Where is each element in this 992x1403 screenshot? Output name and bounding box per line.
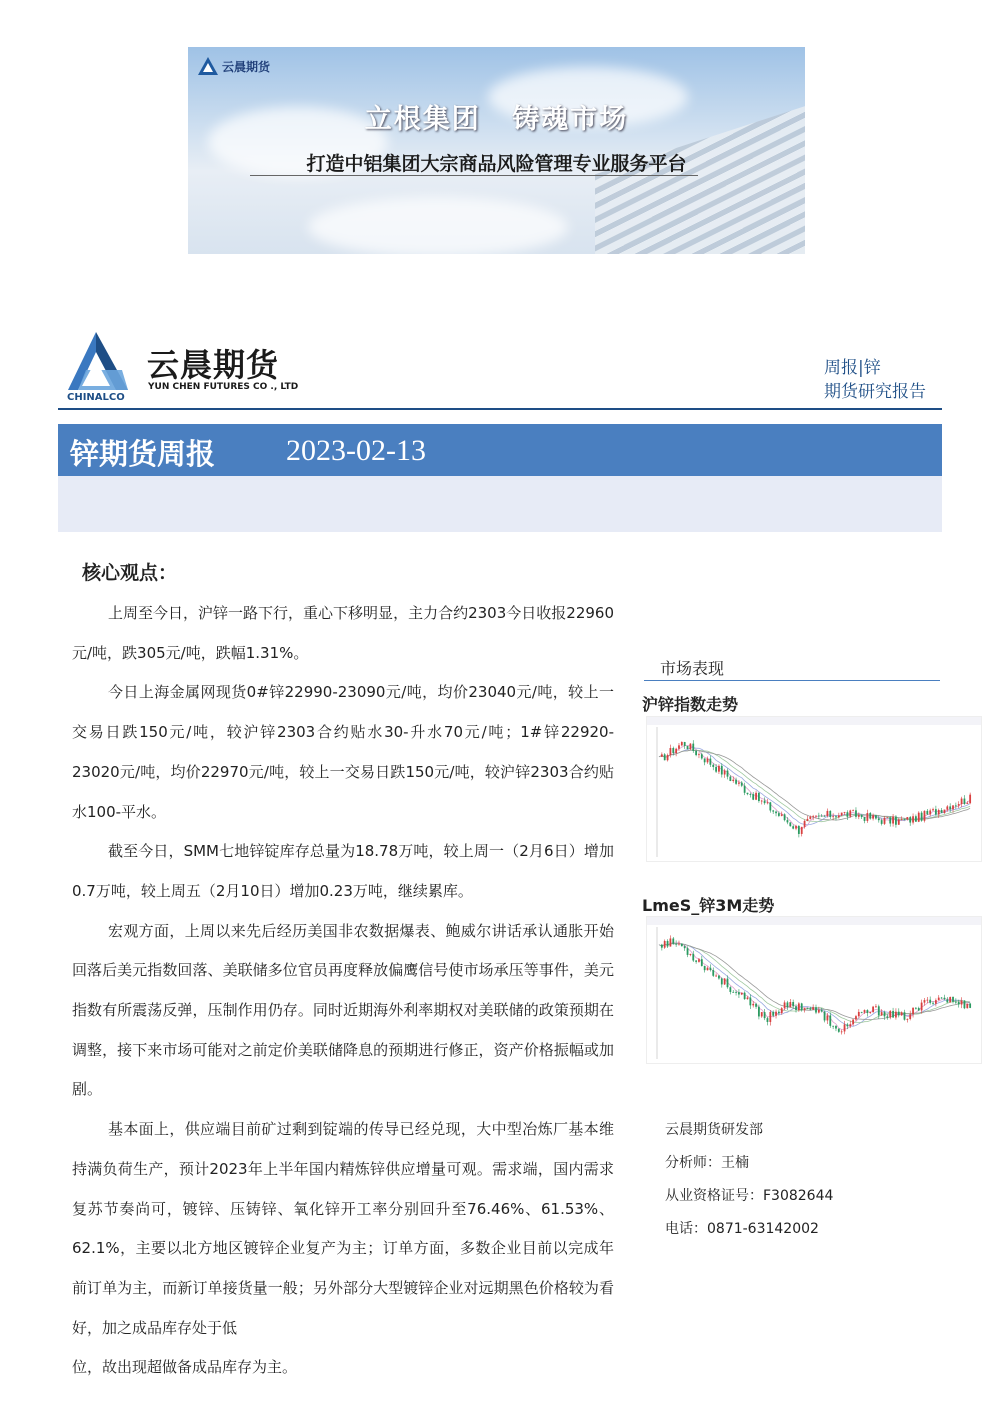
candle-body xyxy=(724,771,726,775)
paragraph-1: 上周至今日，沪锌一路下行，重心下移明显，主力合约2303今日收报22960元/吨，跌305元/吨，跌幅1.31%。 xyxy=(72,604,614,662)
logo-caption: CHINALCO xyxy=(67,392,125,403)
candle-body xyxy=(709,968,711,970)
candle-body xyxy=(961,1000,963,1004)
candle-body xyxy=(924,811,926,821)
candle-body xyxy=(764,801,766,803)
report-type-line2: 期货研究报告 xyxy=(824,382,926,402)
market-title: 市场表现 xyxy=(660,659,725,678)
candle-body xyxy=(875,815,877,818)
banner-slogan-main: 立根集团 铸魂市场 xyxy=(364,104,629,135)
market-divider xyxy=(644,680,940,681)
candle-body xyxy=(901,1012,903,1015)
candle-body xyxy=(895,1012,897,1018)
candle-body xyxy=(744,993,746,999)
top-banner xyxy=(188,47,805,254)
candle-body xyxy=(761,801,763,802)
candle-body xyxy=(798,826,800,834)
candle-body xyxy=(775,1012,777,1016)
candle-body xyxy=(769,1012,771,1022)
paragraph-3: 截至今日，SMM七地锌锭库存总量为18.78万吨，较上周一（2月6日）增加0.7万吨，较上周五（2月10日）增加0.23万吨，继续累库。 xyxy=(72,842,614,900)
candle-body xyxy=(798,1003,800,1010)
candle-body xyxy=(824,1012,826,1021)
candle-body xyxy=(944,810,946,813)
candle-body xyxy=(889,817,891,823)
candle-body xyxy=(912,816,914,822)
candle-body xyxy=(844,812,846,813)
candle-body xyxy=(687,746,689,749)
candle-body xyxy=(675,944,677,945)
candle-body xyxy=(792,1002,794,1006)
banner-slogan-sub: 打造中铝集团大宗商品风险管理专业服务平台 xyxy=(306,153,687,175)
candle-body xyxy=(847,812,849,817)
candle-body xyxy=(952,805,954,809)
candle-body xyxy=(735,780,737,784)
candle-body xyxy=(681,742,683,745)
candle-body xyxy=(838,1029,840,1032)
candle-body xyxy=(712,970,714,976)
candle-body xyxy=(818,816,820,817)
candle-body xyxy=(764,1012,766,1018)
candle-body xyxy=(801,827,803,834)
candle-body xyxy=(741,993,743,995)
candle-body xyxy=(852,1020,854,1025)
candle-body xyxy=(701,754,703,758)
candle-body xyxy=(809,817,811,819)
candle-body xyxy=(715,976,717,977)
candle-body xyxy=(704,758,706,762)
candle-body xyxy=(918,813,920,822)
slogan-underline xyxy=(250,175,698,176)
candle-body xyxy=(781,1008,783,1013)
candle-body xyxy=(849,810,851,816)
candle-body xyxy=(709,759,711,765)
candle-body xyxy=(672,748,674,753)
candle-body xyxy=(935,809,937,814)
candle-body xyxy=(892,1011,894,1018)
candle-body xyxy=(841,813,843,816)
candle-body xyxy=(812,1007,814,1009)
candle-body xyxy=(784,1002,786,1008)
candle-body xyxy=(966,803,968,804)
candle-body xyxy=(866,1010,868,1013)
candle-body xyxy=(698,754,700,755)
candle-body xyxy=(721,978,723,984)
candle-body xyxy=(881,820,883,824)
candle-body xyxy=(932,809,934,810)
candle-body xyxy=(872,1007,874,1012)
candle-body xyxy=(952,997,954,1002)
candle-body xyxy=(835,816,837,817)
candle-body xyxy=(855,1016,857,1019)
candle-body xyxy=(747,793,749,794)
candle-body xyxy=(924,1000,926,1003)
candle-body xyxy=(901,819,903,820)
shfe-zinc-candlestick-chart xyxy=(647,717,981,861)
candle-body xyxy=(772,1012,774,1016)
candle-body xyxy=(718,766,720,772)
candle-body xyxy=(672,938,674,943)
candle-body xyxy=(692,954,694,961)
candle-body xyxy=(949,997,951,1003)
candle-body xyxy=(744,786,746,793)
candle-body xyxy=(832,816,834,817)
candle-body xyxy=(718,976,720,979)
candle-body xyxy=(690,954,692,955)
candle-body xyxy=(761,1012,763,1016)
candle-body xyxy=(727,979,729,988)
candle-body xyxy=(749,998,751,1006)
candle-body xyxy=(861,815,863,817)
candle-body xyxy=(881,1012,883,1015)
candle-body xyxy=(898,819,900,824)
paragraph-5: 基本面上，供应端目前矿过剩到锭端的传导已经兑现，大中型冶炼厂基本维持满负荷生产，预计2023年上半年国内精炼锌供应增量可观。需求端，国内需求复苏节奏尚可，镀锌、压铸锌、氧化锌开工率分别回升至76.46%、61.53%、62.1%，主要以北方地区镀锌企业复产为主；订单方面，多数企业目前以完成年前订单为主，而新订单接货量一般；另外部分大型镀锌企业对远期黑色价格较为看好，加之成品库存处于低 xyxy=(72,1120,614,1337)
candle-body xyxy=(752,1004,754,1005)
candle-body xyxy=(707,759,709,763)
candle-body xyxy=(892,816,894,823)
candle-body xyxy=(692,744,694,751)
candle-body xyxy=(792,826,794,828)
candle-body xyxy=(912,1008,914,1014)
candle-body xyxy=(921,813,923,821)
candle-body xyxy=(721,766,723,775)
candle-body xyxy=(684,946,686,948)
candle-body xyxy=(898,1012,900,1016)
candle-body xyxy=(804,821,806,827)
candle-body xyxy=(698,959,700,962)
candle-body xyxy=(667,941,669,947)
candle-body xyxy=(872,815,874,818)
candle-body xyxy=(938,998,940,1001)
candle-body xyxy=(701,959,703,966)
candle-body xyxy=(690,744,692,750)
candle-body xyxy=(958,804,960,806)
candle-body xyxy=(864,1010,866,1012)
candle-body xyxy=(935,1000,937,1004)
candle-body xyxy=(955,1002,957,1003)
candle-body xyxy=(835,1026,837,1029)
candle-body xyxy=(926,1000,928,1001)
core-body xyxy=(72,594,614,1376)
candle-body xyxy=(818,1010,820,1013)
candle-body xyxy=(946,806,948,809)
candle-body xyxy=(732,992,734,993)
candle-body xyxy=(858,1012,860,1016)
candle-body xyxy=(704,966,706,970)
candle-body xyxy=(732,780,734,781)
candle-body xyxy=(866,813,868,821)
contact-license: 从业资格证号：F3082644 xyxy=(665,1188,834,1204)
candle-body xyxy=(946,999,948,1002)
candle-body xyxy=(695,751,697,755)
candle-body xyxy=(915,1008,917,1009)
candle-body xyxy=(941,998,943,999)
candle-body xyxy=(789,1002,791,1007)
core-heading: 核心观点： xyxy=(82,562,178,584)
candle-body xyxy=(841,1031,843,1032)
candle-body xyxy=(707,968,709,970)
candle-body xyxy=(738,992,740,994)
candle-body xyxy=(929,810,931,814)
candle-body xyxy=(878,819,880,821)
candle-body xyxy=(741,783,743,786)
candle-body xyxy=(755,793,757,800)
candle-body xyxy=(864,817,866,821)
company-name-en: YUN CHEN FUTURES CO ., LTD xyxy=(148,382,299,392)
candle-body xyxy=(769,802,771,810)
candle-body xyxy=(787,820,789,822)
candle-body xyxy=(789,822,791,826)
candle-body xyxy=(886,817,888,818)
report-type xyxy=(824,356,926,404)
candle-body xyxy=(807,1008,809,1009)
candle-body xyxy=(884,818,886,824)
paragraph-2: 今日上海金属网现货0#锌22990-23090元/吨，均价23040元/吨，较上一交易日跌150元/吨，较沪锌2303合约贴水30-升水70元/吨；1#锌22920-23020元/吨，均价22970元/吨，较上一交易日跌150元/吨，较沪锌2303合约贴水100-平水。 xyxy=(72,683,614,821)
candle-body xyxy=(801,1003,803,1010)
candle-body xyxy=(955,805,957,806)
candle-body xyxy=(821,1010,823,1012)
candle-body xyxy=(915,816,917,822)
candle-body xyxy=(678,944,680,945)
candle-body xyxy=(767,1018,769,1022)
candle-body xyxy=(949,806,951,809)
candle-body xyxy=(964,799,966,804)
candle-body xyxy=(895,816,897,824)
candle-body xyxy=(795,826,797,829)
candle-body xyxy=(869,1012,871,1013)
candle-body xyxy=(918,1008,920,1010)
candle-body xyxy=(675,749,677,753)
candle-body xyxy=(687,948,689,955)
company-name-cn: 云晨期货 xyxy=(147,346,280,384)
candle-body xyxy=(958,1002,960,1004)
candle-body xyxy=(861,1012,863,1013)
candle-body xyxy=(787,1002,789,1007)
chart1-title: 沪锌指数走势 xyxy=(642,695,739,714)
candle-body xyxy=(755,1004,757,1007)
candle-body xyxy=(784,814,786,820)
candle-body xyxy=(878,1006,880,1015)
chart2-title: LmeS_锌3M走势 xyxy=(642,896,775,915)
candle-body xyxy=(809,1008,811,1009)
candle-body xyxy=(944,998,946,1000)
candle-body xyxy=(812,816,814,817)
paragraph-4: 宏观方面，上周以来先后经历美国非农数据爆表、鲍威尔讲话承认通胀开始回落后美元指数回落、美联储多位官员再度释放偏鹰信号使市场承压等事件，美元指数有所震荡反弹，压制作用仍存。同时近期海外利率期权对美联储的政策预期在调整，接下来市场可能对之前定价美联储降息的预期进行修正，资产价格振幅或加剧。 xyxy=(72,921,614,1099)
contact-dept: 云晨期货研发部 xyxy=(665,1122,763,1138)
candle-body xyxy=(815,816,817,817)
candle-body xyxy=(804,1008,806,1010)
candle-body xyxy=(886,1016,888,1017)
title-sub-bar xyxy=(58,476,942,532)
candle-body xyxy=(832,1026,834,1027)
candle-body xyxy=(829,1015,831,1025)
banner-brand: 云晨期货 xyxy=(222,59,271,74)
candle-body xyxy=(772,810,774,811)
candle-body xyxy=(661,945,663,948)
candle-body xyxy=(807,819,809,821)
report-date: 2023-02-13 xyxy=(286,434,426,467)
candle-body xyxy=(964,1000,966,1008)
chart1-image xyxy=(646,716,982,862)
candle-body xyxy=(664,754,666,760)
candle-body xyxy=(909,817,911,823)
candle-body xyxy=(747,998,749,1000)
candle-body xyxy=(729,987,731,992)
title-bar xyxy=(58,424,942,476)
candle-body xyxy=(827,1015,829,1020)
candle-body xyxy=(758,1007,760,1017)
candle-body xyxy=(904,1012,906,1019)
banner-logo xyxy=(198,57,270,75)
candle-body xyxy=(966,1004,968,1009)
candle-body xyxy=(941,810,943,813)
candle-body xyxy=(827,811,829,816)
candle-body xyxy=(838,815,840,817)
candle-body xyxy=(661,754,663,756)
contact-block xyxy=(665,1114,833,1246)
lme-zinc-candlestick-chart xyxy=(647,917,981,1063)
candle-body xyxy=(821,816,823,817)
candle-body xyxy=(695,961,697,962)
candle-body xyxy=(909,1014,911,1019)
candle-body xyxy=(849,1024,851,1026)
header-divider xyxy=(58,408,942,410)
candle-body xyxy=(904,819,906,820)
candle-body xyxy=(889,1011,891,1018)
candle-body xyxy=(829,811,831,817)
candle-body xyxy=(724,979,726,985)
candle-body xyxy=(815,1007,817,1012)
candle-body xyxy=(684,742,686,746)
paragraph-5-cont: 位，故出现超做备成品库存为主。 xyxy=(72,1358,298,1377)
candle-body xyxy=(938,810,940,815)
candle-body xyxy=(670,748,672,755)
candle-body xyxy=(884,1012,886,1016)
candle-body xyxy=(715,767,717,772)
candle-body xyxy=(926,811,928,814)
candle-body xyxy=(681,944,683,946)
candle-body xyxy=(961,799,963,805)
candle-body xyxy=(906,817,908,819)
candle-body xyxy=(969,1004,971,1008)
candle-body xyxy=(852,810,854,811)
contact-phone: 电话：0871-63142002 xyxy=(665,1221,819,1237)
chart2-image xyxy=(646,916,982,1064)
candle-body xyxy=(712,765,714,767)
candle-body xyxy=(767,802,769,803)
candle-body xyxy=(855,810,857,817)
candle-body xyxy=(678,745,680,748)
candle-body xyxy=(670,938,672,946)
candle-body xyxy=(775,812,777,814)
candle-body xyxy=(749,794,751,795)
candle-body xyxy=(847,1024,849,1026)
candle-body xyxy=(844,1024,846,1031)
candle-body xyxy=(875,1006,877,1007)
candle-body xyxy=(932,1003,934,1004)
candle-body xyxy=(781,814,783,816)
candle-body xyxy=(752,794,754,800)
candle-body xyxy=(858,815,860,817)
candle-body xyxy=(738,783,740,784)
report-type-line1: 周报|锌 xyxy=(824,358,881,378)
candle-body xyxy=(778,813,780,816)
candle-body xyxy=(824,816,826,817)
candle-body xyxy=(664,941,666,948)
candle-body xyxy=(735,992,737,993)
candle-body xyxy=(758,793,760,801)
candle-body xyxy=(929,1000,931,1003)
candle-body xyxy=(906,1019,908,1020)
candle-body xyxy=(921,1003,923,1011)
candle-body xyxy=(869,813,871,819)
candle-body xyxy=(667,755,669,760)
candle-body xyxy=(727,771,729,777)
report-title: 锌期货周报 xyxy=(70,437,216,471)
company-logo-icon xyxy=(198,57,218,75)
candle-body xyxy=(795,1006,797,1010)
candle-body xyxy=(778,1012,780,1013)
contact-analyst: 分析师：王楠 xyxy=(665,1155,749,1171)
candle-body xyxy=(729,777,731,781)
candle-body xyxy=(969,795,971,803)
